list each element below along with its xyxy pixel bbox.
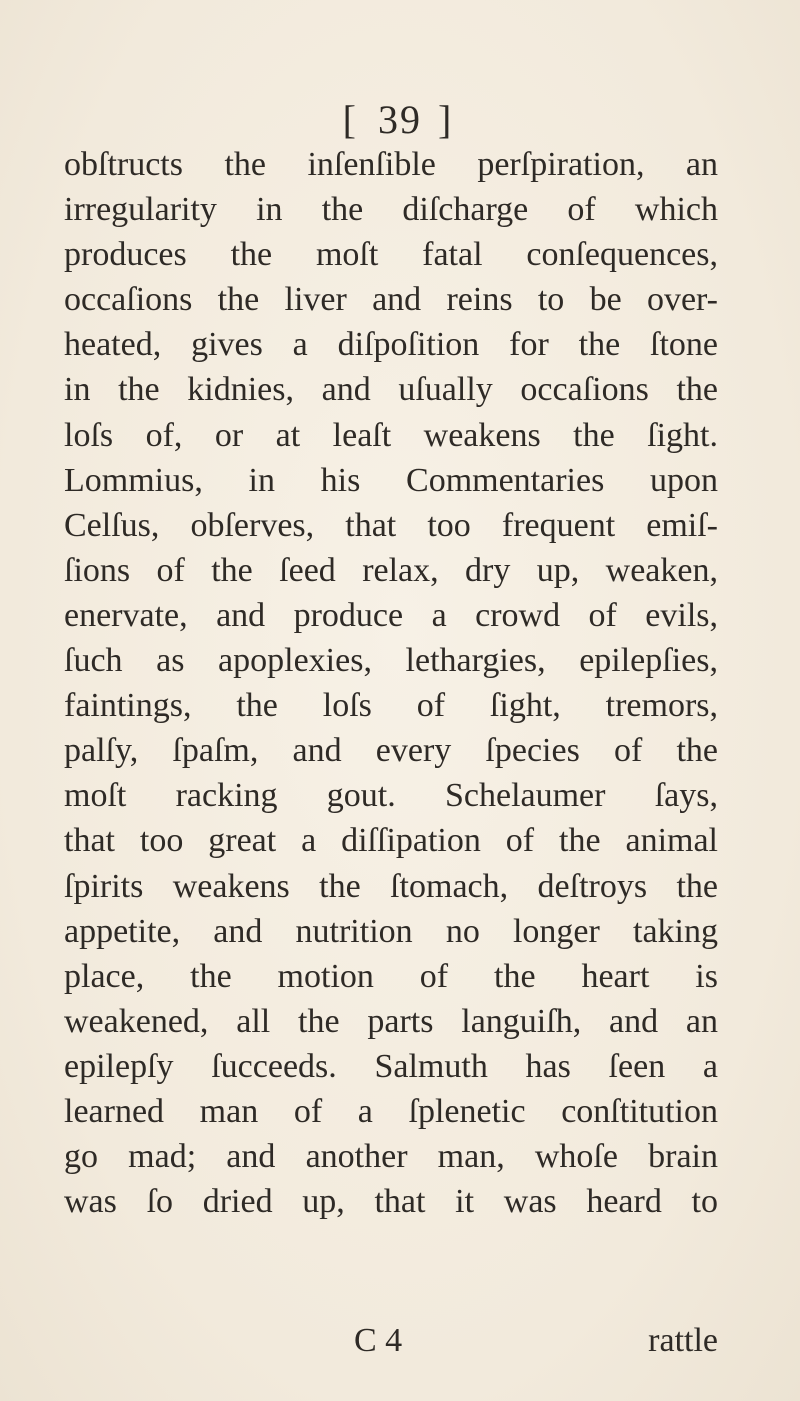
text-line: enervate, and produce a crowd of evils,: [64, 596, 718, 634]
text-line: ſpirits weakens the ſtomach, deſtroys the: [64, 867, 718, 905]
text-line: Lommius, in his Commentaries upon: [64, 461, 718, 499]
text-line: place, the motion of the heart is: [64, 957, 718, 995]
text-line: produces the moſt fatal conſequences,: [64, 236, 718, 274]
text-line: epilepſy ſucceeds. Salmuth has ſeen a: [64, 1047, 718, 1085]
text-line: loſs of, or at leaſt weakens the ſight.: [64, 416, 718, 454]
bracket-right: ]: [438, 97, 458, 142]
text-line: palſy, ſpaſm, and every ſpecies of the: [64, 732, 718, 770]
text-line: moſt racking gout. Schelaumer ſays,: [64, 777, 718, 815]
catchword: rattle: [648, 1322, 718, 1359]
bracket-left: [: [342, 97, 362, 142]
text-line: faintings, the loſs of ſight, tremors,: [64, 687, 718, 725]
text-line: was ſo dried up, that it was heard to: [64, 1183, 718, 1221]
page-header: [0, 96, 800, 143]
text-line: go mad; and another man, whoſe brain: [64, 1138, 718, 1176]
text-line: obſtructs the inſenſible perſpiration, an: [64, 146, 718, 183]
text-line: in the kidnies, and uſually occaſions the: [64, 371, 718, 409]
text-line: weakened, all the parts languiſh, and an: [64, 1002, 718, 1040]
text-line: occaſions the liver and reins to be over-: [64, 281, 718, 319]
text-line: Celſus, obſerves, that too frequent emiſ-: [64, 506, 718, 544]
text-line: irregularity in the diſcharge of which: [64, 191, 718, 229]
text-line: learned man of a ſplenetic conſtitution: [64, 1092, 718, 1130]
text-line: heated, gives a diſpoſition for the ſtone: [64, 326, 718, 364]
text-line: that too great a diſſipation of the animal: [64, 822, 718, 860]
page-number: 39: [378, 97, 422, 142]
text-line: appetite, and nutrition no longer taking: [64, 912, 718, 950]
page-footer: [64, 1318, 718, 1363]
signature-mark: C 4: [354, 1322, 403, 1359]
text-line: ſions of the ſeed relax, dry up, weaken,: [64, 551, 718, 589]
body-text: [64, 142, 718, 1224]
text-line: ſuch as apoplexies, lethargies, epilepſies,: [64, 642, 718, 680]
